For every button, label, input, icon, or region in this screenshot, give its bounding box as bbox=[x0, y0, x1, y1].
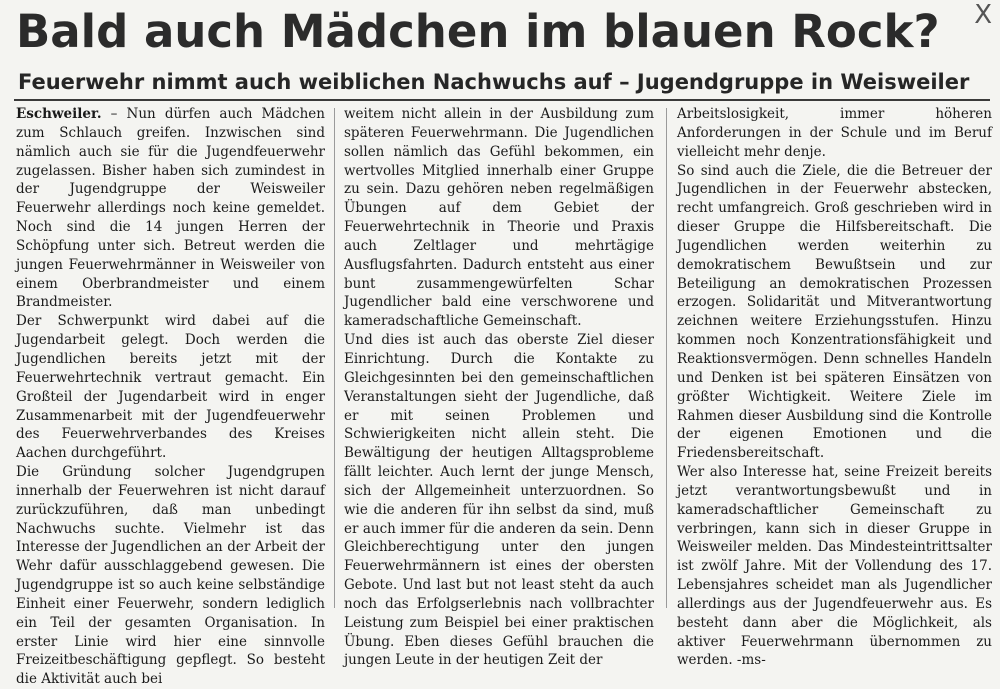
column-divider bbox=[334, 108, 335, 608]
paragraph-8: Wer also Interesse hat, seine Freizeit bereits jetzt verantwortungsbewußt und in kameradschaftlicher Gemeinschaft zu verbringen, kann sich in dieser Gruppe in Weisweiler melden. Das Mindesteintrittsalter ist zwölf Jahre. Mit der Vollendung des 17. Lebensjahres scheidet man als Jugendlicher allerdings aus der Jugendfeuerwehr aus. Es besteht dann aber die Möglichkeit, als aktiver Feuerwehrmann übernommen zu werden. -ms- bbox=[677, 464, 992, 669]
paragraph-5: Und dies ist auch das oberste Ziel dieser Einrichtung. Durch die Kontakte zu Gleichgesinnten bei den gemeinschaftlichen Veranstaltungen sieht der Jugendliche, daß er mit seinen Problemen und Schwierigkeiten nicht allein steht. Die Bewältigung der heutigen Alltagsprobleme fällt leichter. Auch lernt der junge Mensch, sich der Allgemeinheit unterzuordnen. So wie die anderen für ihn selbst da sind, muß er auch immer für die anderen da sein. Denn Gleichberechtigung unter den jungen Feuerwehrmännern ist eines der obersten Gebote. Und last but not least steht da auch noch das Erfolgserlebnis nach vollbrachter Leistung zum Beispiel bei einer praktischen Übung. Eben dieses Gefühl brauchen die jungen Leute in der heutigen Zeit der bbox=[344, 332, 654, 669]
headline-rule bbox=[14, 99, 990, 101]
paragraph-2: Der Schwerpunkt wird dabei auf die Jugendarbeit gelegt. Doch werden die Jugendlichen bereits jetzt mit der Feuerwehrtechnik vertraut gemacht. Ein Großteil der Jugendarbeit wird in enger Zusammenarbeit mit der Jugendfeuerwehr des Feuerwehrverbandes des Kreises Aachen durchgeführt. bbox=[16, 313, 325, 462]
column-3 bbox=[677, 105, 992, 669]
dateline: Eschweiler. bbox=[16, 106, 102, 122]
subheadline: Feuerwehr nimmt auch weiblichen Nachwuchs auf – Jugendgruppe in Weisweiler bbox=[18, 70, 970, 94]
paragraph-1 bbox=[16, 105, 325, 312]
column-1 bbox=[16, 105, 325, 688]
column-2 bbox=[344, 105, 654, 669]
column-divider bbox=[666, 108, 667, 608]
paragraph-3: Die Gründung solcher Jugendgrupen innerhalb der Feuerwehren ist nicht darauf zurückzuführen, daß man unbedingt Nachwuchs suchte. Vielmehr ist das Interesse der Jugendlichen an der Arbeit der Wehr dafür ausschlaggebend gewesen. Die Jugendgruppe ist so auch keine selbständige Einheit einer Feuerwehr, sondern lediglich ein Teil der gesamten Organisation. In erster Linie wird hier eine sinnvolle Freizeitbeschäftigung gepflegt. So besteht die Aktivität auch bei bbox=[16, 464, 325, 688]
headline: Bald auch Mädchen im blauen Rock? bbox=[16, 5, 940, 58]
corner-mark: X bbox=[974, 0, 992, 30]
paragraph-6: Arbeitslosigkeit, immer höheren Anforderungen in der Schule und im Beruf vielleicht mehr denje. bbox=[677, 106, 992, 160]
paragraph-4: weitem nicht allein in der Ausbildung zum späteren Feuerwehrmann. Die Jugendlichen sollen nämlich das Gefühl bekommen, ein wertvolles Mitglied innerhalb einer Gruppe zu sein. Dazu gehören neben regelmäßigen Übungen auf dem Gebiet der Feuerwehrtechnik in Theorie und Praxis auch Zeltlager und mehrtägige Ausflugsfahrten. Dadurch entsteht aus einer bunt zusammengewürfelten Schar Jugendlicher bald eine verschworene und kameradschaftliche Gemeinschaft. bbox=[344, 106, 654, 330]
paragraph-1-text: – Nun dürfen auch Mädchen zum Schlauch greifen. Inzwischen sind nämlich auch sie für die Jugendfeuerwehr zugelassen. Bisher haben sich zumindest in der Jugendgruppe der Weisweiler Feuerwehr allerdings noch keine gemeldet. Noch sind die 14 jungen Herren der Schöpfung unter sich. Betreut werden die jungen Feuerwehrmänner in Weisweiler von einem Oberbrandmeister und einem Brandmeister. bbox=[16, 106, 325, 311]
paragraph-7: So sind auch die Ziele, die die Betreuer der Jugendlichen in der Feuerwehr abstecken, recht umfangreich. Groß geschrieben wird in dieser Gruppe die Hilfsbereitschaft. Die Jugendlichen werden weiterhin zu demokratischem Bewußtsein und zur Beteiligung an demokratischen Prozessen erzogen. Solidarität und Mitverantwortung zeichnen weitere Erziehungsstufen. Hinzu kommen noch Konzentrationsfähigkeit und Reaktionsvermögen. Denn schnelles Handeln und Denken ist bei späteren Einsätzen von größter Wichtigkeit. Weitere Ziele im Rahmen dieser Ausbildung sind die Kontrolle der eigenen Emotionen und die Friedensbereitschaft. bbox=[677, 162, 992, 462]
